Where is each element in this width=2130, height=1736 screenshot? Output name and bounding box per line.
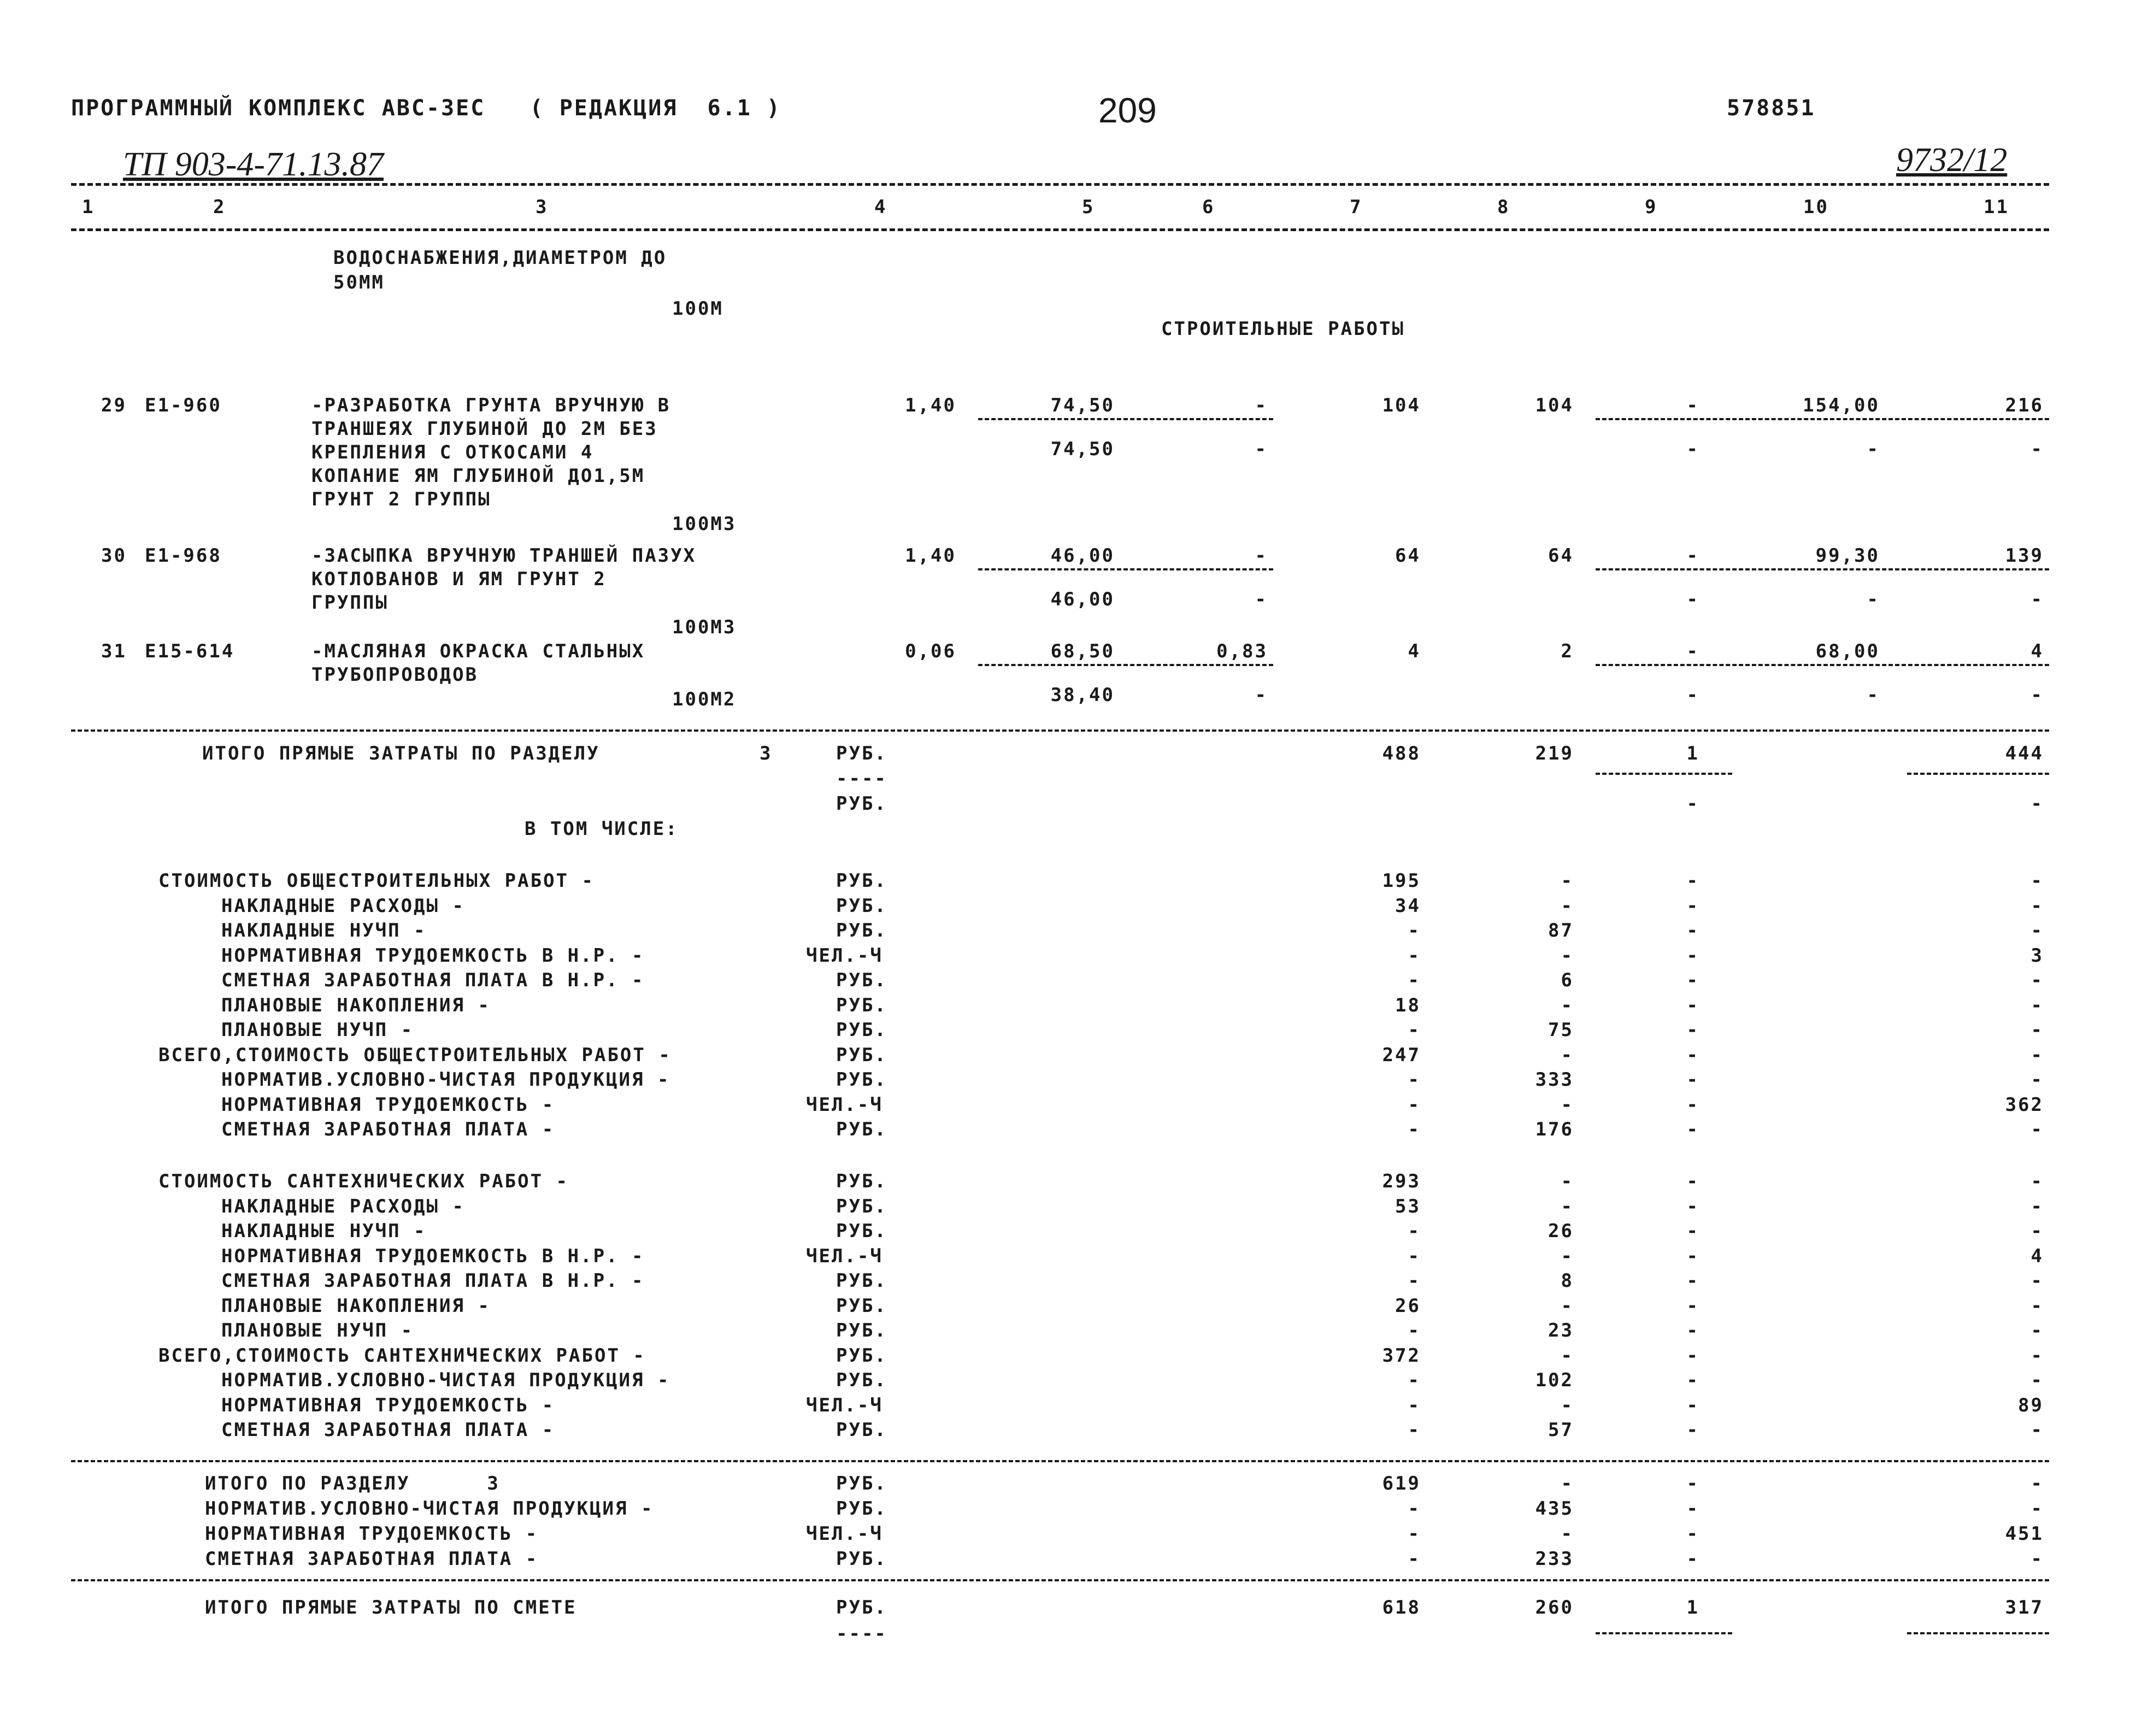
- breakdown-c8: 8: [1561, 1270, 1574, 1292]
- breakdown-unit: РУБ.: [836, 1369, 887, 1391]
- breakdown-c8: -: [1561, 1170, 1574, 1192]
- section-total-label: НОРМАТИВНАЯ ТРУДОЕМКОСТЬ -: [205, 1523, 539, 1545]
- breakdown-c11: 89: [2018, 1394, 2044, 1416]
- item-cell-qty: 1,40: [905, 395, 956, 416]
- breakdown-c9: -: [1686, 1019, 1699, 1041]
- estimate-total-c8: 260: [1535, 1597, 1574, 1619]
- breakdown-c9: -: [1686, 895, 1699, 917]
- total-direct-unit-2: РУБ.: [836, 793, 887, 815]
- breakdown-unit: РУБ.: [836, 1195, 887, 1217]
- section-total-c8: 435: [1535, 1498, 1574, 1520]
- item-cell-c7: 64: [1395, 545, 1421, 567]
- breakdown-c7: -: [1408, 944, 1421, 967]
- breakdown-unit: РУБ.: [836, 1170, 887, 1192]
- breakdown-unit: РУБ.: [836, 895, 887, 917]
- breakdown-c8: -: [1561, 944, 1574, 967]
- total-direct-section: 3: [760, 743, 773, 764]
- item-subrule: [978, 418, 1273, 420]
- item-number: 30: [101, 545, 127, 567]
- item-cell-c11: 216: [2005, 395, 2044, 416]
- breakdown-unit: РУБ.: [836, 1019, 887, 1041]
- breakdown-c8: -: [1561, 895, 1574, 917]
- estimate-total-c9: 1: [1686, 1597, 1699, 1619]
- item-description-line: ГРУНТ 2 ГРУППЫ: [311, 489, 491, 510]
- intro-unit: 100М: [672, 298, 723, 320]
- item-subrule: [1596, 664, 2049, 666]
- breakdown-c9: -: [1686, 944, 1699, 967]
- breakdown-label: СМЕТНАЯ ЗАРАБОТНАЯ ПЛАТА -: [221, 1419, 555, 1441]
- estimate-total-subrule: [1596, 1632, 1732, 1634]
- breakdown-c8: -: [1561, 870, 1574, 892]
- item-cell-c5: 74,50: [1050, 395, 1115, 416]
- document-code: 578851: [1727, 96, 1816, 121]
- breakdown-c9: -: [1686, 1069, 1699, 1091]
- breakdown-c11: -: [2031, 870, 2044, 892]
- breakdown-c11: -: [2031, 1344, 2044, 1367]
- breakdown-label: ПЛАНОВЫЕ НУЧП -: [221, 1019, 414, 1041]
- item-number: 29: [101, 395, 127, 416]
- item-cell-c8: 104: [1535, 395, 1574, 416]
- breakdown-c7: 247: [1382, 1044, 1421, 1066]
- item-cell-c9: -: [1686, 395, 1699, 416]
- breakdown-unit: РУБ.: [836, 1320, 887, 1341]
- item-cell-c9b: -: [1686, 589, 1699, 610]
- section-total-c11: -: [2031, 1548, 2044, 1570]
- total-direct-c9: 1: [1686, 743, 1699, 764]
- breakdown-c8: -: [1561, 1344, 1574, 1367]
- breakdown-label: ПЛАНОВЫЕ НАКОПЛЕНИЯ -: [221, 994, 491, 1016]
- breakdown-label: НОРМАТИВНАЯ ТРУДОЕМКОСТЬ -: [221, 1093, 555, 1116]
- section-total-c8: -: [1561, 1523, 1574, 1545]
- breakdown-c7: 18: [1395, 994, 1421, 1016]
- breakdown-c11: -: [2031, 1069, 2044, 1091]
- breakdown-c7: -: [1408, 1419, 1421, 1441]
- total-direct-c8: 219: [1535, 743, 1574, 764]
- total-direct-subrule: [1907, 773, 2049, 775]
- including-label: В ТОМ ЧИСЛЕ:: [525, 818, 679, 840]
- breakdown-c11: -: [2031, 1119, 2044, 1140]
- breakdown-unit: РУБ.: [836, 969, 887, 991]
- breakdown-c11: -: [2031, 1320, 2044, 1341]
- breakdown-c8: -: [1561, 1294, 1574, 1317]
- estimate-total-c7: 618: [1382, 1597, 1421, 1619]
- breakdown-c7: 34: [1395, 895, 1421, 917]
- item-code: Е1-968: [145, 545, 222, 567]
- breakdown-c7: -: [1408, 1093, 1421, 1116]
- item-cell-c11b: -: [2031, 438, 2044, 460]
- estimate-total-c11: 317: [2005, 1597, 2044, 1619]
- breakdown-label: ПЛАНОВЫЕ НАКОПЛЕНИЯ -: [221, 1294, 491, 1317]
- breakdown-c11: -: [2031, 1419, 2044, 1441]
- total-direct-c11: 444: [2005, 743, 2044, 764]
- breakdown-label: ПЛАНОВЫЕ НУЧП -: [221, 1320, 414, 1341]
- item-description-line: -МАСЛЯНАЯ ОКРАСКА СТАЛЬНЫХ: [311, 640, 645, 662]
- breakdown-label: СТОИМОСТЬ ОБЩЕСТРОИТЕЛЬНЫХ РАБОТ -: [158, 870, 595, 892]
- total-direct-c9b: -: [1686, 793, 1699, 815]
- intro-line-1: ВОДОСНАБЖЕНИЯ,ДИАМЕТРОМ ДО: [333, 247, 667, 269]
- item-unit: 100М2: [672, 688, 737, 710]
- total-direct-c11b: -: [2031, 793, 2044, 815]
- breakdown-unit: РУБ.: [836, 1119, 887, 1140]
- breakdown-c11: 3: [2031, 944, 2044, 967]
- breakdown-c8: 176: [1535, 1119, 1574, 1140]
- breakdown-label: СМЕТНАЯ ЗАРАБОТНАЯ ПЛАТА В Н.Р. -: [221, 1270, 645, 1292]
- breakdown-unit: РУБ.: [836, 1069, 887, 1091]
- breakdown-c11: -: [2031, 1270, 2044, 1292]
- breakdown-c11: -: [2031, 1369, 2044, 1391]
- section-total-c9: -: [1686, 1498, 1699, 1520]
- item-cell-c11: 4: [2031, 640, 2044, 662]
- breakdown-c7: 195: [1382, 870, 1421, 892]
- item-cell-c9: -: [1686, 545, 1699, 567]
- item-cell-c9b: -: [1686, 438, 1699, 460]
- section-total-c8: 233: [1535, 1548, 1574, 1570]
- breakdown-c8: 6: [1561, 969, 1574, 991]
- column-number: 6: [1202, 196, 1215, 218]
- item-cell-c11: 139: [2005, 545, 2044, 567]
- breakdown-c9: -: [1686, 920, 1699, 941]
- breakdown-c7: -: [1408, 1245, 1421, 1267]
- breakdown-c9: -: [1686, 1294, 1699, 1317]
- column-number: 7: [1350, 196, 1363, 218]
- header-top-rule: [71, 183, 2049, 186]
- breakdown-c9: -: [1686, 1369, 1699, 1391]
- section-total-unit: РУБ.: [836, 1498, 887, 1520]
- breakdown-c11: -: [2031, 1294, 2044, 1317]
- column-number: 4: [874, 196, 887, 218]
- breakdown-c11: -: [2031, 895, 2044, 917]
- breakdown-c9: -: [1686, 1245, 1699, 1267]
- item-cell-c5: 46,00: [1050, 545, 1115, 567]
- breakdown-c8: -: [1561, 1093, 1574, 1116]
- breakdown-c8: 57: [1548, 1419, 1574, 1441]
- breakdown-c7: -: [1408, 1019, 1421, 1041]
- item-cell-c10: 99,30: [1815, 545, 1880, 567]
- item-cell-c10b: -: [1867, 438, 1880, 460]
- breakdown-c9: -: [1686, 1220, 1699, 1242]
- document-id: ТП 903-4-71.13.87: [123, 146, 384, 183]
- item-cell-c7: 104: [1382, 395, 1421, 416]
- breakdown-c9: -: [1686, 1170, 1699, 1192]
- breakdown-c7: -: [1408, 1394, 1421, 1416]
- breakdown-c8: 23: [1548, 1320, 1574, 1341]
- section-total-unit: РУБ.: [836, 1548, 887, 1570]
- item-cell-c6b: -: [1255, 438, 1268, 460]
- item-cell-c9b: -: [1686, 684, 1699, 706]
- page-number: 209: [1098, 91, 1157, 130]
- breakdown-c11: -: [2031, 969, 2044, 991]
- breakdown-c11: -: [2031, 1220, 2044, 1242]
- breakdown-c7: 293: [1382, 1170, 1421, 1192]
- breakdown-c8: -: [1561, 1245, 1574, 1267]
- breakdown-c8: 26: [1548, 1220, 1574, 1242]
- intro-line-2: 50ММ: [333, 272, 385, 293]
- breakdown-label: НОРМАТИВНАЯ ТРУДОЕМКОСТЬ В Н.Р. -: [221, 1245, 645, 1267]
- column-number: 5: [1082, 196, 1095, 218]
- breakdown-c7: -: [1408, 1369, 1421, 1391]
- estimate-total-label: ИТОГО ПРЯМЫЕ ЗАТРАТЫ ПО СМЕТЕ: [205, 1597, 577, 1619]
- total-direct-rule: [71, 729, 2049, 732]
- breakdown-unit: РУБ.: [836, 1294, 887, 1317]
- estimate-total-unit-dash: ----: [836, 1623, 887, 1645]
- breakdown-c9: -: [1686, 969, 1699, 991]
- item-description-line: КРЕПЛЕНИЯ С ОТКОСАМИ 4: [311, 442, 594, 463]
- item-description-line: ТРУБОПРОВОДОВ: [311, 664, 479, 686]
- breakdown-c9: -: [1686, 994, 1699, 1016]
- breakdown-c9: -: [1686, 1195, 1699, 1217]
- breakdown-label: НАКЛАДНЫЕ РАСХОДЫ -: [221, 1195, 465, 1217]
- item-cell-c8: 64: [1548, 545, 1574, 567]
- breakdown-unit: ЧЕЛ.-Ч: [806, 1394, 883, 1416]
- breakdown-label: СМЕТНАЯ ЗАРАБОТНАЯ ПЛАТА В Н.Р. -: [221, 969, 645, 991]
- breakdown-unit: ЧЕЛ.-Ч: [806, 1093, 883, 1116]
- breakdown-c8: 102: [1535, 1369, 1574, 1391]
- item-subrule: [1596, 568, 2049, 570]
- breakdown-label: НОРМАТИВ.УСЛОВНО-ЧИСТАЯ ПРОДУКЦИЯ -: [221, 1369, 670, 1391]
- breakdown-c11: 362: [2005, 1093, 2044, 1116]
- item-cell-c10: 68,00: [1815, 640, 1880, 662]
- item-cell-c11b: -: [2031, 589, 2044, 610]
- item-cell-c6b: -: [1255, 684, 1268, 706]
- item-cell-c10: 154,00: [1803, 395, 1880, 416]
- breakdown-c9: -: [1686, 870, 1699, 892]
- column-number: 11: [1984, 196, 2009, 218]
- section-total-c7: -: [1408, 1548, 1421, 1570]
- breakdown-unit: РУБ.: [836, 994, 887, 1016]
- item-cell-c5b: 38,40: [1050, 684, 1115, 706]
- item-cell-c6: -: [1255, 395, 1268, 416]
- item-cell-qty: 1,40: [905, 545, 956, 567]
- column-header-rule: [71, 228, 2049, 231]
- item-subrule: [978, 568, 1273, 570]
- item-code: Е1-960: [145, 395, 222, 416]
- breakdown-c9: -: [1686, 1344, 1699, 1367]
- estimate-total-unit: РУБ.: [836, 1597, 887, 1619]
- estimate-total-subrule: [1907, 1632, 2049, 1634]
- breakdown-c7: -: [1408, 1119, 1421, 1140]
- item-description-line: ТРАНШЕЯХ ГЛУБИНОЙ ДО 2М БЕЗ: [311, 418, 658, 440]
- document-reference: 9732/12: [1896, 142, 2008, 179]
- column-number: 3: [536, 196, 549, 218]
- breakdown-label: НОРМАТИВНАЯ ТРУДОЕМКОСТЬ В Н.Р. -: [221, 944, 645, 967]
- breakdown-label: СТОИМОСТЬ САНТЕХНИЧЕСКИХ РАБОТ -: [158, 1170, 569, 1192]
- item-cell-c6: -: [1255, 545, 1268, 567]
- breakdown-c9: -: [1686, 1093, 1699, 1116]
- breakdown-c8: 333: [1535, 1069, 1574, 1091]
- section-total-c8: -: [1561, 1473, 1574, 1494]
- item-cell-c5b: 46,00: [1050, 589, 1115, 610]
- item-unit: 100М3: [672, 616, 737, 638]
- item-description-line: КОТЛОВАНОВ И ЯМ ГРУНТ 2: [311, 568, 607, 590]
- breakdown-unit: РУБ.: [836, 1270, 887, 1292]
- section-total-c7: -: [1408, 1523, 1421, 1545]
- total-direct-subrule: [1596, 773, 1732, 775]
- item-cell-c6b: -: [1255, 589, 1268, 610]
- section-total-unit: РУБ.: [836, 1473, 887, 1494]
- item-cell-c9: -: [1686, 640, 1699, 662]
- breakdown-c8: -: [1561, 1044, 1574, 1066]
- section-total-label: НОРМАТИВ.УСЛОВНО-ЧИСТАЯ ПРОДУКЦИЯ -: [205, 1498, 654, 1520]
- total-direct-unit-dash: ----: [836, 768, 887, 790]
- breakdown-unit: ЧЕЛ.-Ч: [806, 944, 883, 967]
- item-cell-c10b: -: [1867, 684, 1880, 706]
- breakdown-c11: -: [2031, 1170, 2044, 1192]
- breakdown-c11: -: [2031, 1195, 2044, 1217]
- section-total-c9: -: [1686, 1523, 1699, 1545]
- item-number: 31: [101, 640, 127, 662]
- item-cell-qty: 0,06: [905, 640, 956, 662]
- item-description-line: ГРУППЫ: [311, 592, 389, 614]
- column-number: 8: [1497, 196, 1510, 218]
- breakdown-label: НАКЛАДНЫЕ НУЧП -: [221, 1220, 427, 1242]
- breakdown-c9: -: [1686, 1270, 1699, 1292]
- breakdown-c8: -: [1561, 1394, 1574, 1416]
- section-total-c11: 451: [2005, 1523, 2044, 1545]
- item-subrule: [978, 664, 1273, 666]
- breakdown-label: НАКЛАДНЫЕ РАСХОДЫ -: [221, 895, 465, 917]
- breakdown-unit: ЧЕЛ.-Ч: [806, 1245, 883, 1267]
- breakdown-c9: -: [1686, 1044, 1699, 1066]
- item-cell-c10b: -: [1867, 589, 1880, 610]
- section-total-c7: -: [1408, 1498, 1421, 1520]
- breakdown-c7: -: [1408, 1220, 1421, 1242]
- breakdown-unit: РУБ.: [836, 1044, 887, 1066]
- breakdown-c11: -: [2031, 1044, 2044, 1066]
- breakdown-c8: 87: [1548, 920, 1574, 941]
- breakdown-c7: 372: [1382, 1344, 1421, 1367]
- section-total-c9: -: [1686, 1473, 1699, 1494]
- column-number: 1: [82, 196, 95, 218]
- breakdown-c11: -: [2031, 920, 2044, 941]
- breakdown-c7: 26: [1395, 1294, 1421, 1317]
- total-direct-unit: РУБ.: [836, 743, 887, 764]
- item-cell-c8: 2: [1561, 640, 1574, 662]
- breakdown-label: НОРМАТИВ.УСЛОВНО-ЧИСТАЯ ПРОДУКЦИЯ -: [221, 1069, 670, 1091]
- breakdown-c7: -: [1408, 969, 1421, 991]
- item-cell-c6: 0,83: [1216, 640, 1268, 662]
- section-total-label: СМЕТНАЯ ЗАРАБОТНАЯ ПЛАТА -: [205, 1548, 539, 1570]
- breakdown-label: ВСЕГО,СТОИМОСТЬ САНТЕХНИЧЕСКИХ РАБОТ -: [158, 1344, 646, 1367]
- estimate-total-rule: [71, 1579, 2049, 1581]
- item-code: Е15-614: [145, 640, 235, 662]
- item-cell-c5: 68,50: [1050, 640, 1115, 662]
- total-direct-c7: 488: [1382, 743, 1421, 764]
- breakdown-c7: -: [1408, 1270, 1421, 1292]
- total-direct-label: ИТОГО ПРЯМЫЕ ЗАТРАТЫ ПО РАЗДЕЛУ: [202, 743, 600, 764]
- item-description-line: -РАЗРАБОТКА ГРУНТА ВРУЧНУЮ В: [311, 395, 671, 416]
- section-total-c7: 619: [1382, 1473, 1421, 1494]
- section-total-unit: ЧЕЛ.-Ч: [806, 1523, 883, 1545]
- breakdown-c9: -: [1686, 1419, 1699, 1441]
- item-cell-c11b: -: [2031, 684, 2044, 706]
- section-total-label: ИТОГО ПО РАЗДЕЛУ 3: [205, 1473, 500, 1494]
- section-total-c11: -: [2031, 1473, 2044, 1494]
- item-subrule: [1596, 418, 2049, 420]
- breakdown-c7: -: [1408, 1069, 1421, 1091]
- breakdown-unit: РУБ.: [836, 920, 887, 941]
- breakdown-c8: 75: [1548, 1019, 1574, 1041]
- section-total-c9: -: [1686, 1548, 1699, 1570]
- breakdown-c9: -: [1686, 1394, 1699, 1416]
- breakdown-label: ВСЕГО,СТОИМОСТЬ ОБЩЕСТРОИТЕЛЬНЫХ РАБОТ -: [158, 1044, 672, 1066]
- program-title: ПРОГРАММНЫЙ КОМПЛЕКС АВС-ЗЕС ( РЕДАКЦИЯ 6.1 ): [71, 96, 781, 121]
- item-description-line: КОПАНИЕ ЯМ ГЛУБИНОЙ ДО1,5М: [311, 465, 645, 487]
- section-total-c11: -: [2031, 1498, 2044, 1520]
- breakdown-c11: 4: [2031, 1245, 2044, 1267]
- column-number: 10: [1803, 196, 1829, 218]
- breakdown-c7: 53: [1395, 1195, 1421, 1217]
- breakdown-c8: -: [1561, 1195, 1574, 1217]
- breakdown-unit: РУБ.: [836, 1419, 887, 1441]
- breakdown-c7: -: [1408, 1320, 1421, 1341]
- breakdown-c7: -: [1408, 920, 1421, 941]
- breakdown-unit: РУБ.: [836, 1220, 887, 1242]
- breakdown-c8: -: [1561, 994, 1574, 1016]
- section-totals-rule: [71, 1460, 2049, 1462]
- column-number: 9: [1645, 196, 1658, 218]
- breakdown-unit: РУБ.: [836, 870, 887, 892]
- item-cell-c5b: 74,50: [1050, 438, 1115, 460]
- breakdown-c9: -: [1686, 1119, 1699, 1140]
- column-number: 2: [213, 196, 226, 218]
- item-description-line: -ЗАСЫПКА ВРУЧНУЮ ТРАНШЕЙ ПАЗУХ: [311, 545, 697, 567]
- item-cell-c7: 4: [1408, 640, 1421, 662]
- breakdown-label: НОРМАТИВНАЯ ТРУДОЕМКОСТЬ -: [221, 1394, 555, 1416]
- breakdown-unit: РУБ.: [836, 1344, 887, 1367]
- breakdown-label: НАКЛАДНЫЕ НУЧП -: [221, 920, 427, 941]
- breakdown-label: СМЕТНАЯ ЗАРАБОТНАЯ ПЛАТА -: [221, 1119, 555, 1140]
- breakdown-c11: -: [2031, 1019, 2044, 1041]
- item-unit: 100М3: [672, 513, 737, 535]
- breakdown-c9: -: [1686, 1320, 1699, 1341]
- breakdown-c11: -: [2031, 994, 2044, 1016]
- section-title: СТРОИТЕЛЬНЫЕ РАБОТЫ: [1161, 318, 1405, 340]
